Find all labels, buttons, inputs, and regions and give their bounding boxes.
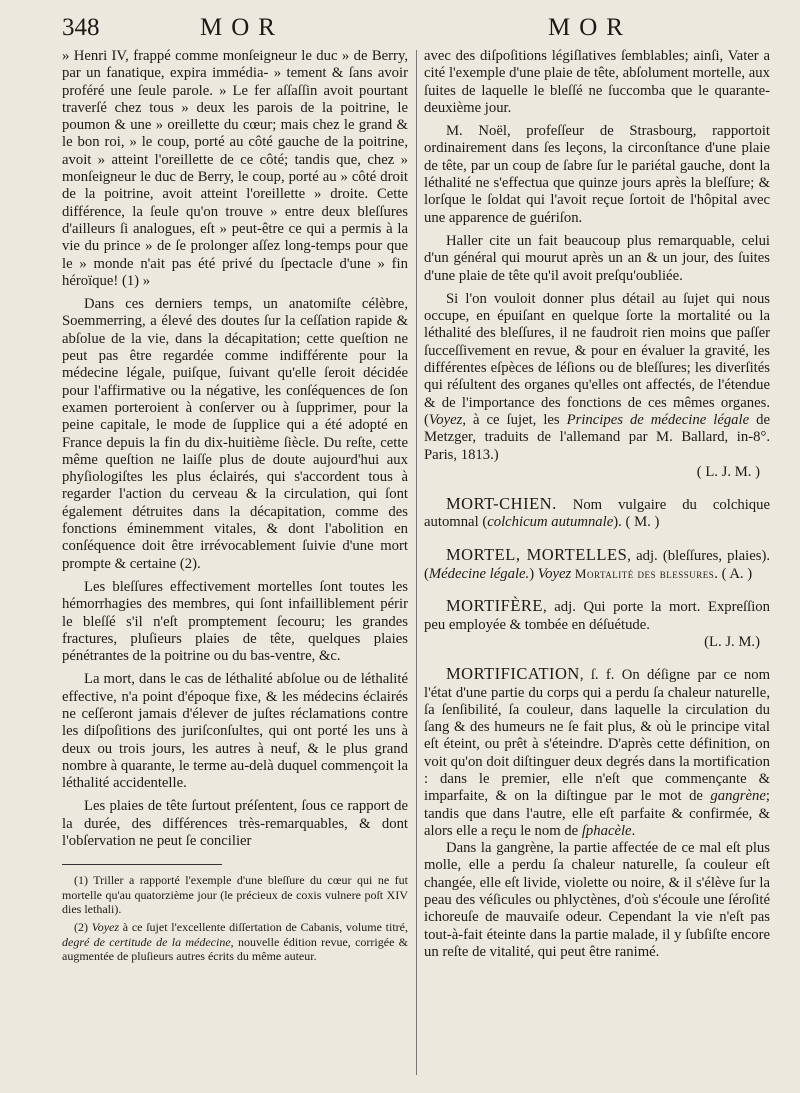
domain-label: Médecine légale.	[428, 566, 530, 583]
term-sphacele: ſphacèle	[581, 822, 632, 839]
headword-mortel: MORTEL, MORTELLES	[446, 544, 628, 564]
latin-name: colchicum autumnale	[487, 514, 614, 531]
footnote-2-voyez: Voyez	[91, 920, 120, 935]
left-column	[62, 48, 408, 967]
paragraph-lethality: La mort, dans le cas de léthalité abſolue ou de léthalité effective, n'a point d'époque fixe, & les médecins éclairés ne ceſſeront jamais d'élever de juſtes réclamations contre les diſpoſitions des juriſconſultes, qui ont porté les uns à deux ou trois jours, les autres à neuf, & le plus grand nombre à quarante, le terme au-delà duquel commençoit la léthalité accidentelle.	[62, 671, 408, 792]
running-head-right: MOR	[548, 14, 632, 41]
footnote-2-rest: , nouvelle édition revue, corrigée & augmentée de pluſieurs autres écrits du même auteur.	[62, 934, 409, 963]
footnote-2-title: degré de certitude de la médecine	[62, 934, 231, 949]
headword-mort-chien: MORT-CHIEN.	[446, 494, 557, 514]
entry-mortel: MORTEL, MORTELLES, adj. (bleſſures, plaies). (Médecine légale.) Voyez Mortalité des blessures. ( A. )	[424, 544, 771, 583]
right-column	[424, 48, 770, 961]
footnote-2-text: à ce ſujet l'excellente diſſertation de Cabanis, volume titré,	[119, 920, 408, 935]
footnote-2	[62, 920, 408, 963]
paragraph-noel: M. Noël, profeſſeur de Strasbourg, rapportoit ordinairement dans ſes leçons, la circonſtance d'une plaie de tête, par un coup de ſabre ſur le pariétal gauche, dont la léthalité ne s'effectua que quinze jours après la bleſſure; & lorſque le ſoldat qui l'avoit reçue ſortoit de l'hôpital avec une apparence de guériſon.	[424, 123, 770, 226]
headword-mortifere: MORTIFÈRE	[446, 596, 544, 616]
footnote-1: (1) Triller a rapporté l'exemple d'une bleſſure du cœur qui ne fut mortelle qu'au quatorzième jour (le précieux de coxis vulnere poſt XIV dies lethali).	[62, 873, 408, 916]
paragraph-detail: Si l'on vouloit donner plus détail au ſujet qui nous occupe, en épuiſant en quelque ſorte la mortalité ou la léthalité des bleſſures, il ne faudroit rien moins que paſſer ſucceſſivement en revue, & pour en évaluer la gravité, les différentes eſpèces de léſions ou de bleſſures; les diverſités qui réſultent des organes qu'elles ont affectés, de l'étendue & de l'importance des fonctions de ces mêmes organes. (Voyez, à ce ſujet, les Principes de médecine légale de Metzger, traduits de l'allemand par M. Ballard, in-8°. Paris, 1813.)	[424, 290, 770, 463]
entry-mortification: MORTIFICATION, ſ. f. On déſigne par ce nom l'état d'une partie du corps qui a perdu ſa chaleur naturelle, ſa ſenſibilité, ſa couleur, dans laquelle la circulation du ſang & des humeurs ne ſe fait plus, & où le principe vital eſt éteint, ou prêt à s'éteindre. D'après cette définition, on voit qu'on doit diſtinguer deux degrés dans la mortification : dans le premier, elle n'eſt que commençante & imparfaite, & on la diſtingue par le mot de gangrène; tandis que dans l'autre, elle eſt parfaite & confirmée, & alors elle a reçu le nom de ſphacèle.	[424, 664, 770, 839]
entry-mortifere: MORTIFÈRE, adj. Qui porte la mort. Expreſſion peu employée & tombée en déſuétude.	[424, 596, 770, 633]
page-header	[0, 14, 800, 44]
paragraph-haller: Haller cite un fait beaucoup plus remarquable, celui d'un général qui mourut après un an & un jour, des ſuites d'une plaie de tête qu'il avoit preſqu'oubliée.	[424, 232, 770, 284]
paragraph-gangrene: Dans la gangrène, la partie affectée de ce mal eſt plus molle, elle a perdu ſa chaleur naturelle, ſa couleur eſt changée, elle eſt livide, violette ou noire, & il s'élève ſur la peau des véſicules ou phlyctènes, d'où s'écoule une ſéroſité ichoreuſe de mauvaiſe odeur. Cependant la vie n'eſt pas tout-à-fait éteinte dans la partie malade, il y ſubſiſte encore un reſte de vitalité, qui peut être ranimé.	[424, 840, 770, 960]
column-divider	[416, 50, 417, 1075]
quote-henri-iv: » Henri IV, frappé comme monſeigneur le duc » de Berry, par un fanatique, expira immédia- » tement & ſans avoir proféré une ſeule parole. » Le fer aſſaſſin avoit pourtant traverſé chez tous » deux les parois de la poitrine, le poumon & une » oreillette du cœur; mais chez le grand & le bon roi, » le coup, porté au côté gauche de la poitrine, avoit » atteint l'oreillette de ce côté; tandis que, chez » monſeigneur le duc de Berry, le coup, porté au » côté droit de la poitrine, avoit atteint l'oreillette » droite. Cette différence, la ſeule qu'on trouve » entre deux bleſſures d'ailleurs ſi analogues, eſt » peut-être ce qui a permis à la vie du prince » de ſe prolonger aſſez long-temps pour que le » monde n'ait pas été privé du ſpectacle d'une » fin héroïque! (1) »	[62, 48, 408, 289]
paragraph-decapitation: Dans ces derniers temps, un anatomiſte célèbre, Soemmerring, a élevé des doutes ſur la ceſſation rapide & abſolue de la vie, dans la décapitation; cette queſtion ne peut pas être regardée comme indifférente pour la médecine légale, puiſque, ſuivant qu'elle ſeroit décidée pour l'affirmative ou la négative, les conſéquences de ſon examen porteroient à conſerver ou à ſupprimer, pour la peine capitale, le mode de ſupplice qui a été adopté en France depuis la fin du dix-huitième ſiècle. Du reſte, cette même queſtion ne laiſſe plus de doute aujourd'hui aux phyſiologiſtes les plus éclairés, qui s'accordent tous à regarder l'action du cerveau & la circulation, qui ſont également détruites dans la décapitation, comme des fonctions éminemment vitales, & dont l'abolition en conſéquence doit être irrévocablement ſuivie d'une mort prompte & certaine (2).	[62, 296, 408, 572]
footnote-rule	[62, 864, 222, 865]
voyez-ref-2: Voyez	[537, 566, 572, 583]
voyez-ref: Voyez	[428, 411, 463, 428]
entry-mort-chien: MORT-CHIEN. Nom vulgaire du colchique automnal (colchicum autumnale). ( M. )	[424, 494, 770, 531]
page-number: 348	[62, 14, 100, 41]
principes-title: Principes de médecine légale	[566, 411, 750, 428]
paragraph-vater: avec des diſpoſitions légiſlatives ſemblables; ainſi, Vater a cité l'exemple d'une plaie de tête, abſolument mortelle, aux ſuites de laquelle le bleſſé ne ſuccomba que le quarante-deuxième jour.	[424, 48, 770, 116]
running-head-left: MOR	[200, 14, 284, 41]
cross-reference: Mortalité des blessures	[574, 566, 715, 582]
headword-mortification: MORTIFICATION	[446, 664, 580, 684]
paragraph-head-wounds: Les plaies de tête ſurtout préſentent, ſous ce rapport de la durée, des différences très-remarquables, & dont l'obſervation ne peut ſe concilier	[62, 798, 408, 850]
paragraph-mortal-wounds: Les bleſſures effectivement mortelles ſont toutes les hémorrhagies des membres, qui ſont infailliblement périr le bleſſé s'il n'eſt promptement ſecouru; les grandes fractures, pluſieurs plaies de tête, quelques plaies pénétrantes de la poitrine ou du bas-ventre, &c.	[62, 578, 408, 665]
footnote-2-number: (2)	[74, 920, 92, 935]
signature-ljm-1: ( L. J. M. )	[696, 463, 760, 480]
term-gangrene: gangrène	[710, 788, 766, 805]
signature-ljm-2: (L. J. M.)	[704, 633, 760, 650]
